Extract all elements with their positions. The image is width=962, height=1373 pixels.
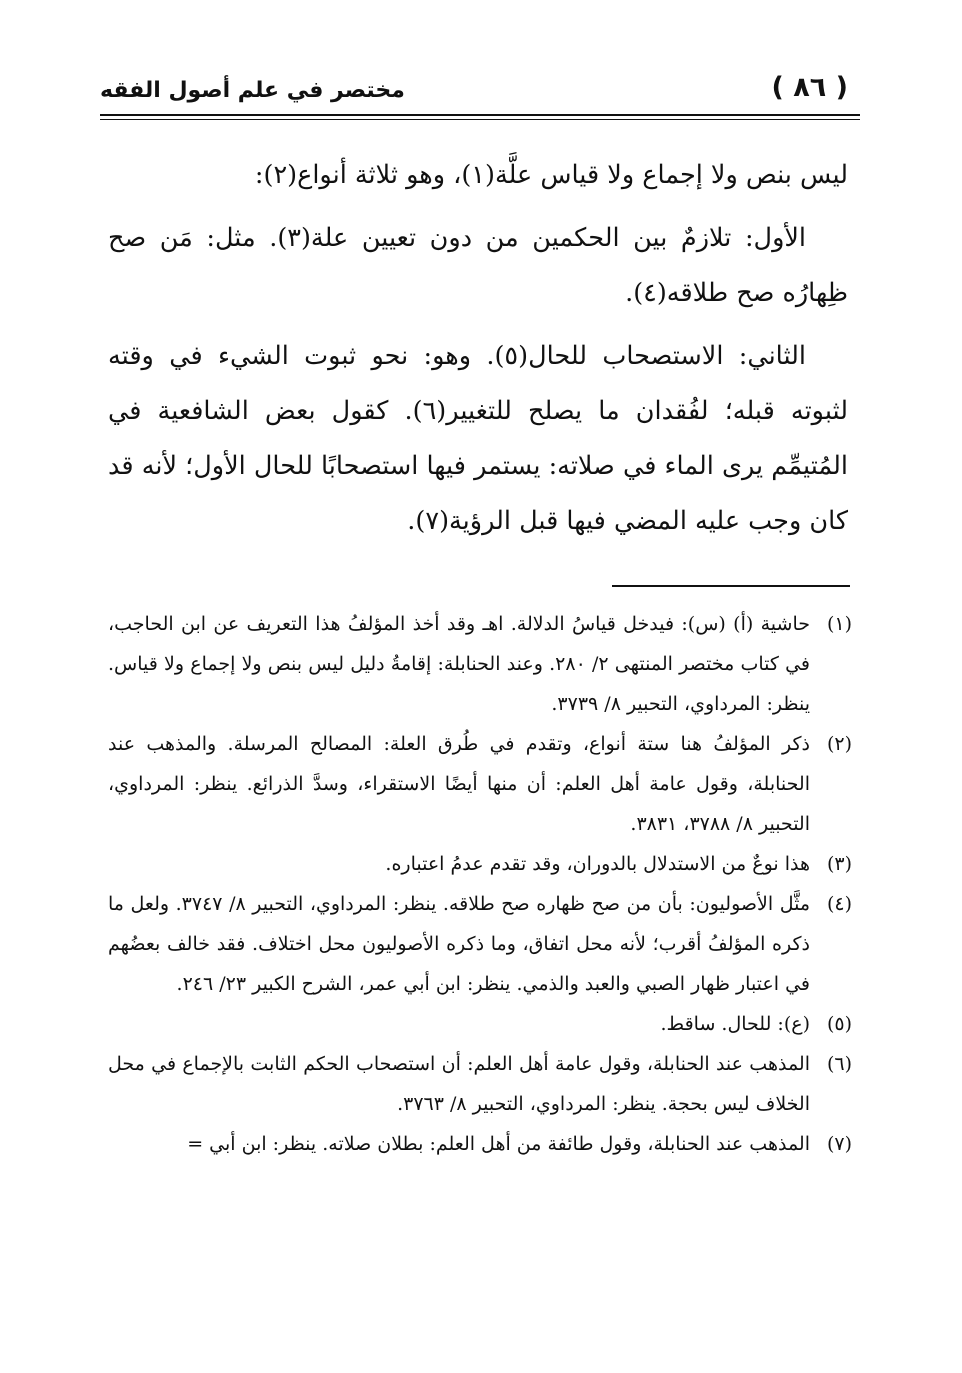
footnote-number: (٥)	[826, 1013, 852, 1035]
footnote	[108, 604, 852, 724]
body-paragraph: ليس بنص ولا إجماع ولا قياس علَّة(١)، وهو ثلاثة أنواع(٢):	[254, 160, 848, 190]
footnote-number: (٦)	[826, 1053, 852, 1075]
header-rule	[100, 114, 860, 120]
footnote-text: ذكر المؤلفُ هنا ستة أنواع، وتقدم في طُرق العلة: المصالح المرسلة. والمذهب عند الحنابلة، وقول عامة أهل العلم: أن منها أيضًا الاستقراء، وسدَّ الذرائع. ينظر: المرداوي، التحبير ٨/ ٣٧٨٨، ٣٨٣١.	[108, 733, 810, 835]
footnote-number: (٤)	[826, 893, 852, 915]
footnote-text: هذا نوعٌ من الاستدلال بالدوران، وقد تقدم عدمُ اعتباره.	[385, 853, 810, 875]
footnote	[108, 884, 852, 1004]
footnote-text: (ع): للحال. ساقط.	[660, 1013, 810, 1035]
footnote-number: (١)	[826, 613, 852, 635]
footnote-text: مثَّل الأصوليون: بأن من صح ظهاره صح طلاقه. ينظر: المرداوي، التحبير ٨/ ٣٧٤٧. ولعل ما ذكره المؤلفُ أقرب؛ لأنه محل اتفاق، وما ذكره الأصوليون محل اختلاف. فقد خالف بعضُهم في اعتبار ظهار الصبي والعبد والذمي. ينظر: ابن أبي عمر، الشرح الكبير ٢٣/ ٢٤٦.	[108, 893, 810, 995]
footnote-number: (٢)	[826, 733, 852, 755]
footnote	[108, 844, 852, 884]
footnote-text: المذهب عند الحنابلة، وقول عامة أهل العلم: أن استصحاب الحكم الثابت بالإجماع في محل الخلاف ليس بحجة. ينظر: المرداوي، التحبير ٨/ ٣٧٦٣.	[108, 1053, 810, 1115]
footnote-text: المذهب عند الحنابلة، وقول طائفة من أهل العلم: بطلان صلاته. ينظر: ابن أبي =	[108, 1124, 810, 1164]
footnote-number: (٧)	[826, 1133, 852, 1155]
page-header	[100, 70, 860, 110]
footnote	[108, 724, 852, 844]
footnotes	[108, 604, 852, 1164]
footnote-separator	[612, 585, 850, 587]
footnote-text: حاشية (أ) (س): فيدخل قياسُ الدلالة. اهـ وقد أخذ المؤلفُ هذا التعريف عن ابن الحاجب، في كتاب مختصر المنتهى ٢/ ٢٨٠. وعند الحنابلة: إقامةُ دليل ليس بنص ولا إجماع ولا قياس. ينظر: المرداوي، التحبير ٨/ ٣٧٣٩.	[108, 613, 811, 715]
footnote	[108, 1044, 852, 1124]
footnote	[108, 1004, 852, 1044]
body-paragraph: الثاني: الاستصحاب للحال(٥). وهو: نحو ثبوت الشيء في وقته لثبوته قبله؛ لفُقدان ما يصلح للتغيير(٦). كقول بعض الشافعية في المُتيمِّم يرى الماء في صلاته: يستمر فيها استصحابًا للحال الأول؛ لأنه قد كان وجب عليه المضي فيها قبل الرؤية(٧).	[108, 341, 849, 536]
body-paragraph: الأول: تلازمٌ بين الحكمين من دون تعيين علة(٣). مثل: مَن صح ظِهارُه صح طلاقه(٤).	[108, 223, 848, 308]
footnote	[108, 1124, 852, 1164]
page-number: ( ٨٦ )	[771, 72, 848, 103]
main-text	[108, 148, 848, 549]
footnote-number: (٣)	[826, 853, 852, 875]
running-title: مختصر في علم أصول الفقه	[100, 78, 405, 103]
